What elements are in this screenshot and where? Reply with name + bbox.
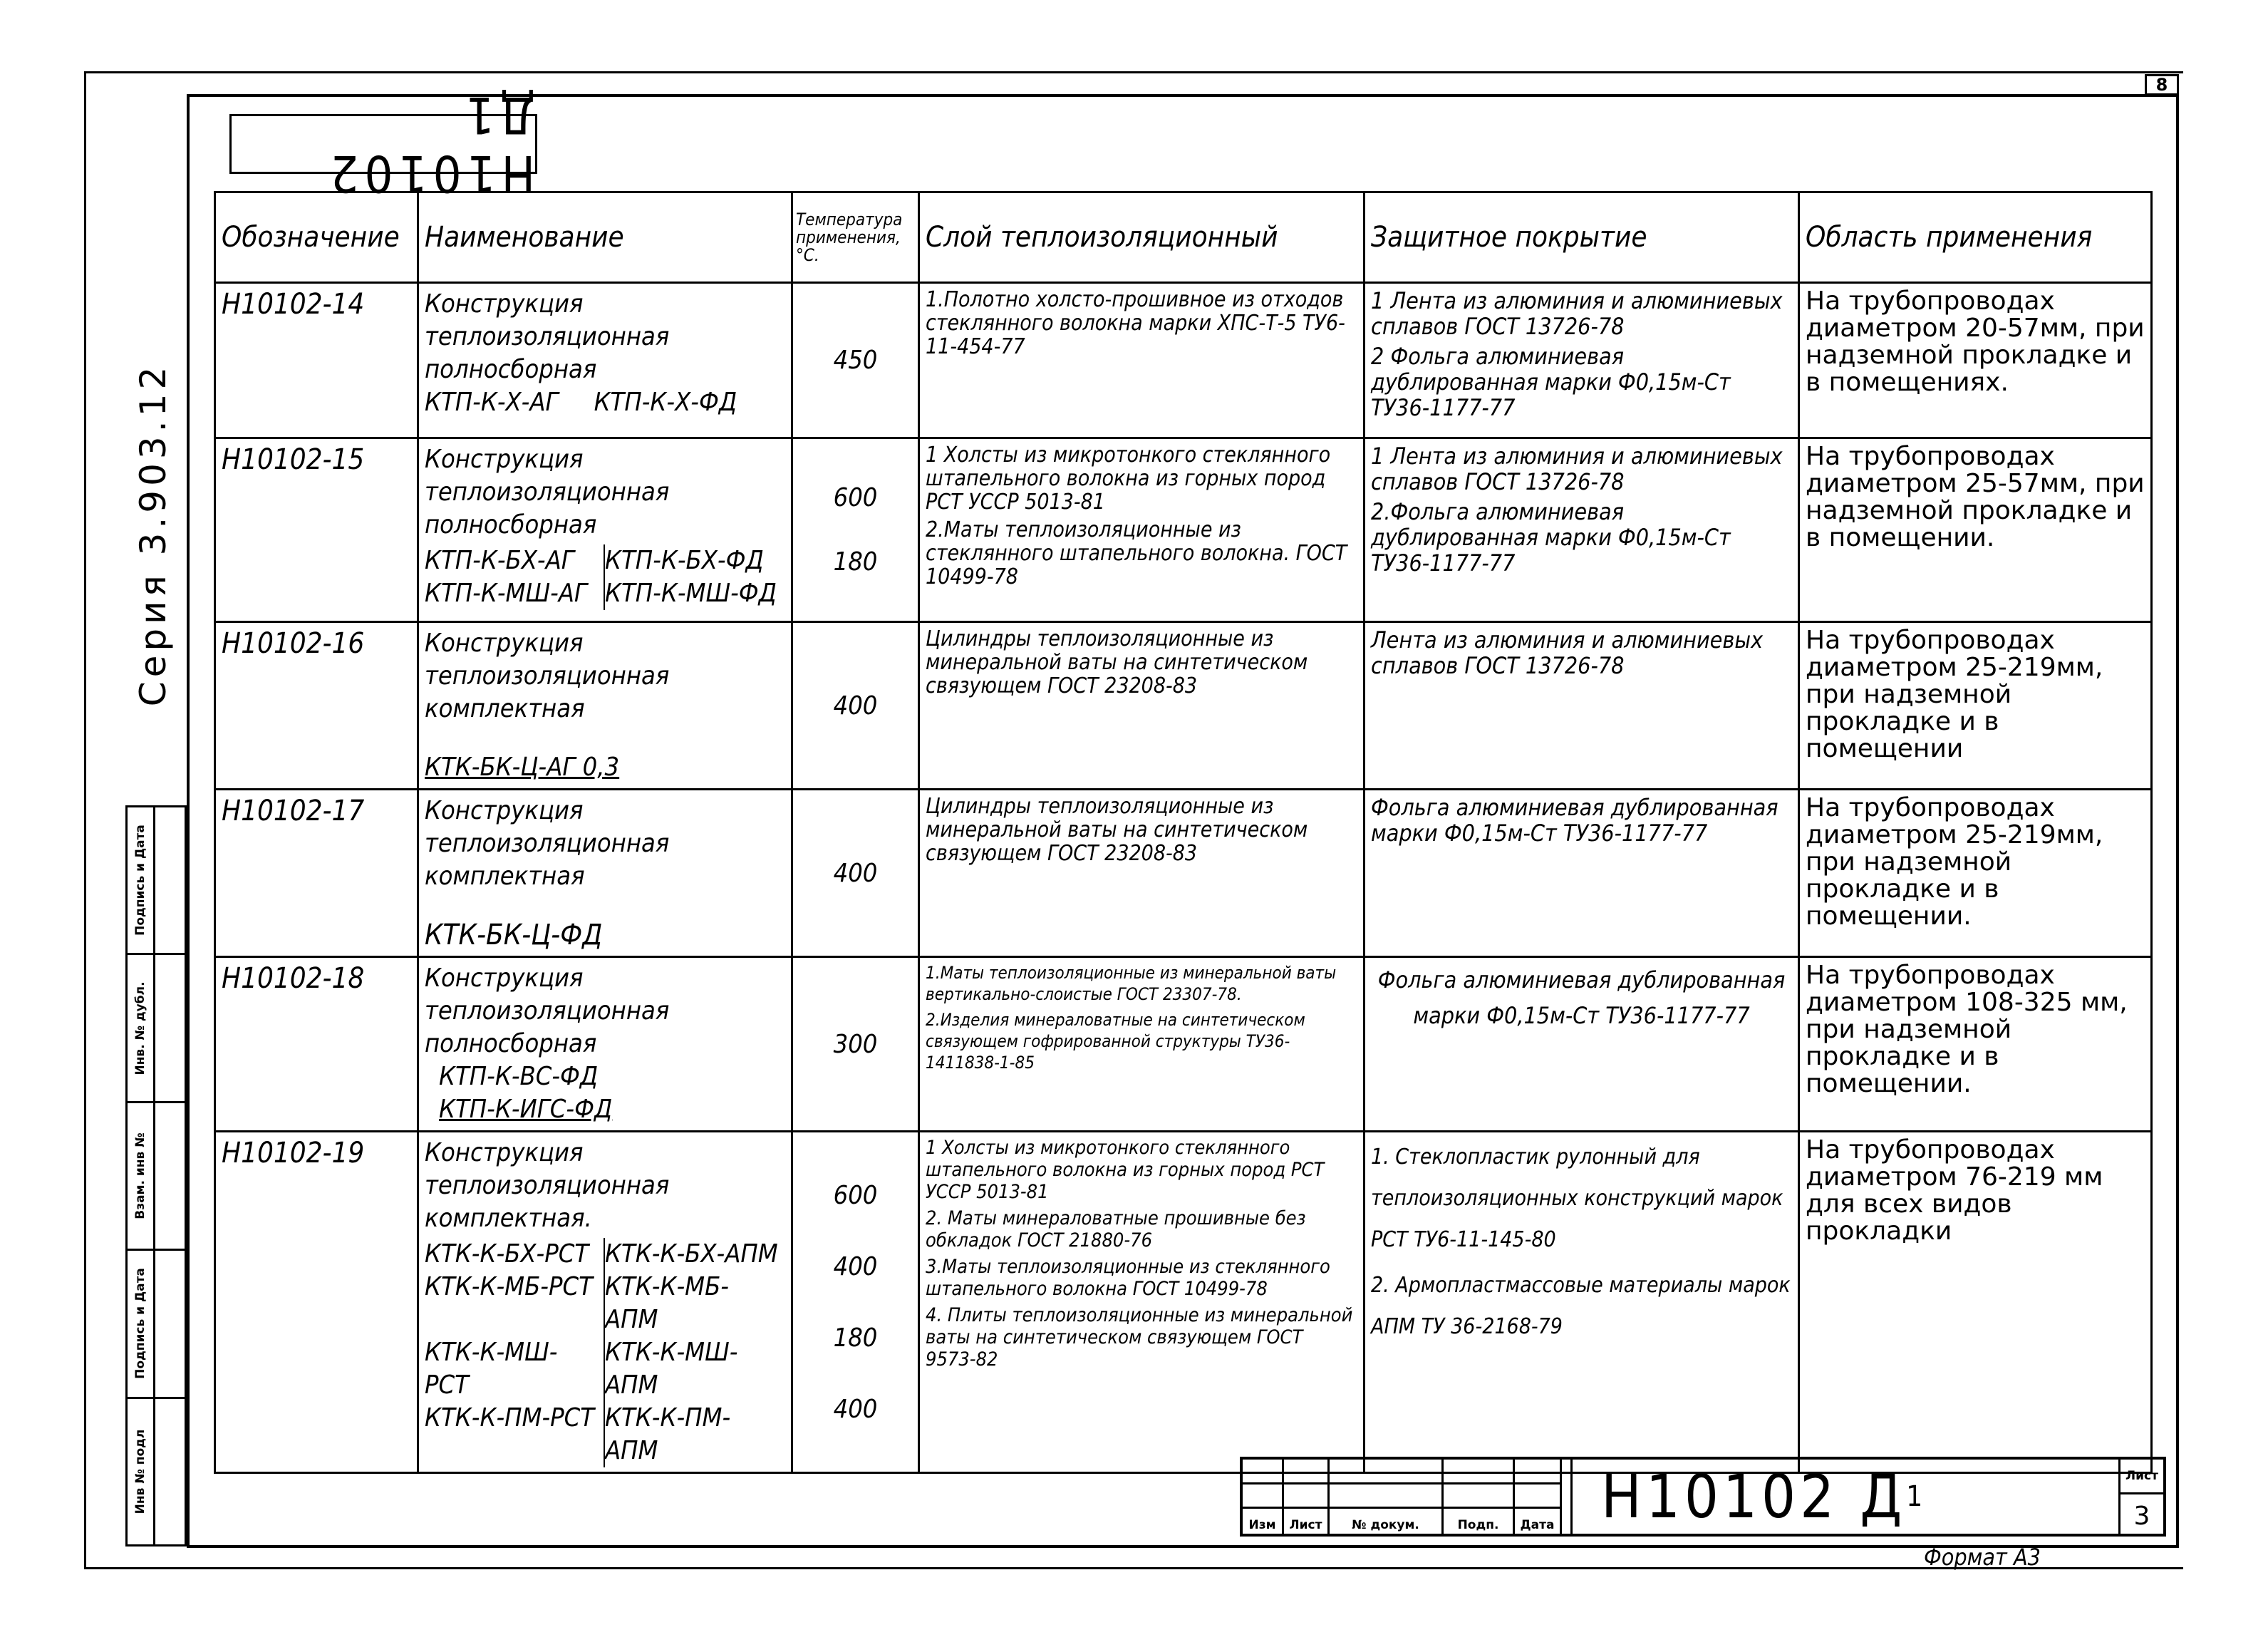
side-stamp-label: Инв № подл [133,1429,147,1514]
layer-item: 1.Полотно холсто-прошивное из отходов стеклянного волокна марки ХПС-Т-5 ТУ6-11-454-77 [926,287,1345,359]
row-temperature: 400 [792,622,919,790]
row-name [418,438,792,622]
row-name-text: Конструкция теплоизоляционная комплектная [425,629,670,723]
header-area: Область применения [1799,192,2152,283]
row-name [418,957,792,1132]
mark: КТК-К-БХ-РСТ [425,1238,605,1271]
row-layer [919,957,1365,1132]
mark: КТП-К-Х-ФД [594,388,737,417]
mark: КТП-К-ИГС-ФД [439,1095,613,1124]
mark: КТК-К-МБ-РСТ [425,1271,605,1336]
cover-item: Фольга алюминиевая дублированная марки Ф0,15м-Ст ТУ36-1177-77 [1377,966,1786,1029]
mark: КТП-К-МШ-АГ [425,577,605,610]
header-name: Наименование [418,192,792,283]
row-area: На трубопроводах диаметром 76-219 мм для всех видов прокладки [1799,1132,2152,1473]
mark: КТК-К-ПМ-РСТ [425,1402,605,1467]
row-area: На трубопроводах диаметром 108-325 мм, при надземной прокладке и в помещении. [1799,957,2152,1132]
row-layer [919,1132,1365,1473]
row-code: Н10102-16 [215,622,418,790]
title-block-col-label: Лист [1284,1509,1330,1534]
row-name [418,622,792,790]
mark: КТК-БК-Ц-ФД [425,919,603,951]
side-stamp [125,805,187,1547]
row-cover [1365,790,1799,957]
cover-item: 2 Фольга алюминиевая дублированная марки Ф0,15м-Ст ТУ36-1177-77 [1371,343,1731,421]
mark: КТК-К-МШ-РСТ [425,1336,605,1402]
side-stamp-cell [128,1251,185,1398]
row-temperature: 300 [792,957,919,1132]
row-name-text: Конструкция теплоизоляционная полносборная [425,289,670,384]
top-stamp [229,86,537,202]
title-block-col-label: Изм [1243,1509,1284,1534]
row-layer [919,790,1365,957]
row-temperature: 400 [792,790,919,957]
row-code: Н10102-18 [215,957,418,1132]
sheet-box [2118,1460,2163,1534]
mark: КТК-БК-Ц-АГ 0,3 [425,753,620,782]
row-name [418,790,792,957]
table-row [215,1132,2152,1473]
layer-item: 4. Плиты теплоизоляционные из минеральной ваты на синтетическом связующем ГОСТ 9573-82 [926,1304,1353,1370]
top-stamp-text: Н10102 Д1 [324,86,535,202]
header-layer: Слой теплоизоляционный [919,192,1365,283]
row-layer [919,622,1365,790]
series-label-text: Серия 3.903.12 [133,362,174,707]
row-name-text: Конструкция теплоизоляционная полносборная [425,964,670,1058]
side-stamp-cell [128,1399,185,1544]
row-name-text: Конструкция теплоизоляционная комплектная. [425,1138,670,1233]
row-layer [919,283,1365,438]
side-stamp-label: Подпись и Дата [133,1268,147,1380]
row-cover [1365,622,1799,790]
sheet-value: 3 [2133,1502,2150,1531]
layer-item: Цилиндры теплоизоляционные из минеральной ваты на синтетическом связующем ГОСТ 23208-83 [926,626,1308,698]
row-code: Н10102-17 [215,790,418,957]
mark: КТП-К-МШ-ФД [605,579,777,608]
temperature-value: 600 [833,1180,878,1210]
row-name-text: Конструкция теплоизоляционная полносборная [425,445,670,539]
layer-item: 1.Маты теплоизоляционные из минеральной ваты вертикально-слоистые ГОСТ 23307-78. [926,963,1337,1004]
row-code: Н10102-19 [215,1132,418,1473]
side-stamp-cell [128,807,185,955]
layer-item: 1 Холсты из микротонкого стеклянного штапельного волокна из горных пород РСТ УССР 5013-81 [926,443,1331,515]
series-label [114,349,192,720]
table-header-row [215,192,2152,283]
document-designation [1570,1460,2118,1534]
mark: КТК-К-МШ-АПМ [605,1338,738,1400]
mark: КТП-К-ВС-ФД [439,1062,599,1091]
table-row [215,790,2152,957]
side-stamp-cell [128,1103,185,1251]
row-area: На трубопроводах диаметром 25-219мм, при надземной прокладке и в помещении. [1799,790,2152,957]
row-cover [1365,283,1799,438]
cover-item: 1. Стеклопластик рулонный для теплоизоляционных конструкций марок РСТ ТУ6-11-145-80 [1371,1145,1783,1252]
specification-table [214,191,2153,1474]
temperature-value: 180 [833,547,878,577]
cover-item: Лента из алюминия и алюминиевых сплавов ГОСТ 13726-78 [1371,626,1764,679]
row-cover [1365,957,1799,1132]
row-area: На трубопроводах диаметром 25-219мм, при надземной прокладке и в помещении [1799,622,2152,790]
header-code: Обозначение [215,192,418,283]
layer-item: Цилиндры теплоизоляционные из минеральной ваты на синтетическом связующем ГОСТ 23208-83 [926,794,1308,866]
cover-item: 1 Лента из алюминия и алюминиевых сплавов ГОСТ 13726-78 [1371,443,1783,495]
layer-item: 2.Маты теплоизоляционные из стеклянного штапельного волокна. ГОСТ 10499-78 [926,517,1347,589]
document-designation-text: Н10102 Д [1601,1462,1907,1532]
temperature-value: 180 [833,1323,878,1353]
row-code: Н10102-15 [215,438,418,622]
title-block-col-label: № докум. [1330,1509,1444,1534]
row-temperature [792,1132,919,1473]
mark: КТК-К-БХ-АПМ [605,1239,778,1269]
format-label: Формат А3 [1924,1544,2041,1571]
row-code: Н10102-14 [215,283,418,438]
layer-item: 2. Маты минераловатные прошивные без обкладок ГОСТ 21880-76 [926,1207,1306,1251]
mark: КТП-К-Х-АГ [425,388,559,417]
row-temperature: 450 [792,283,919,438]
mark: КТП-К-БХ-ФД [605,546,764,575]
row-layer [919,438,1365,622]
title-block-grid [1243,1460,1570,1534]
sheet-label: Лист [2121,1460,2163,1494]
header-temperature: Температура применения, °С. [792,192,919,283]
title-block [1240,1457,2166,1537]
mark: КТП-К-БХ-АГ [425,544,605,577]
cover-item: 2. Армопластмассовые материалы марок АПМ ТУ 36-2168-79 [1371,1273,1791,1339]
side-stamp-label: Инв. № дубл. [133,981,147,1075]
row-cover [1365,438,1799,622]
row-area: На трубопроводах диаметром 25-57мм, при надземной прокладке и в помещении. [1799,438,2152,622]
side-stamp-label: Подпись и Дата [133,825,147,936]
header-cover: Защитное покрытие [1365,192,1799,283]
row-temperature [792,438,919,622]
side-stamp-label: Взам. инв № [133,1132,147,1219]
table-row [215,438,2152,622]
title-block-col-label: Дата [1515,1509,1562,1534]
side-stamp-cell [128,955,185,1103]
layer-item: 3.Маты теплоизоляционные из стеклянного штапельного волокна ГОСТ 10499-78 [926,1256,1330,1300]
row-name-text: Конструкция теплоизоляционная комплектная [425,796,670,891]
table-row [215,957,2152,1132]
temperature-value: 400 [833,1251,878,1281]
mark: КТК-К-МБ-АПМ [605,1272,729,1334]
cover-item: Фольга алюминиевая дублированная марки Ф0,15м-Ст ТУ36-1177-77 [1371,794,1778,847]
temperature-value: 400 [833,1394,878,1424]
sheet-number-top: 8 [2145,74,2179,95]
layer-item: 1 Холсты из микротонкого стеклянного штапельного волокна из горных пород РСТ УССР 5013-81 [926,1137,1325,1203]
cover-item: 1 Лента из алюминия и алюминиевых сплавов ГОСТ 13726-78 [1371,287,1783,340]
layer-item: 2.Изделия минераловатные на синтетическом связующем гофрированной структуры ТУ36-1411838-1-85 [926,1010,1305,1073]
row-cover [1365,1132,1799,1473]
title-block-col-label: Подп. [1444,1509,1515,1534]
table-row [215,622,2152,790]
row-name [418,1132,792,1473]
row-area: На трубопроводах диаметром 20-57мм, при надземной прокладке и в помещениях. [1799,283,2152,438]
mark: КТК-К-ПМ-АПМ [605,1403,731,1465]
cover-item: 2.Фольга алюминиевая дублированная марки Ф0,15м-Ст ТУ36-1177-77 [1371,498,1731,577]
temperature-value: 600 [833,483,878,512]
document-designation-sub: 1 [1906,1480,1927,1513]
table-row [215,283,2152,438]
row-name [418,283,792,438]
